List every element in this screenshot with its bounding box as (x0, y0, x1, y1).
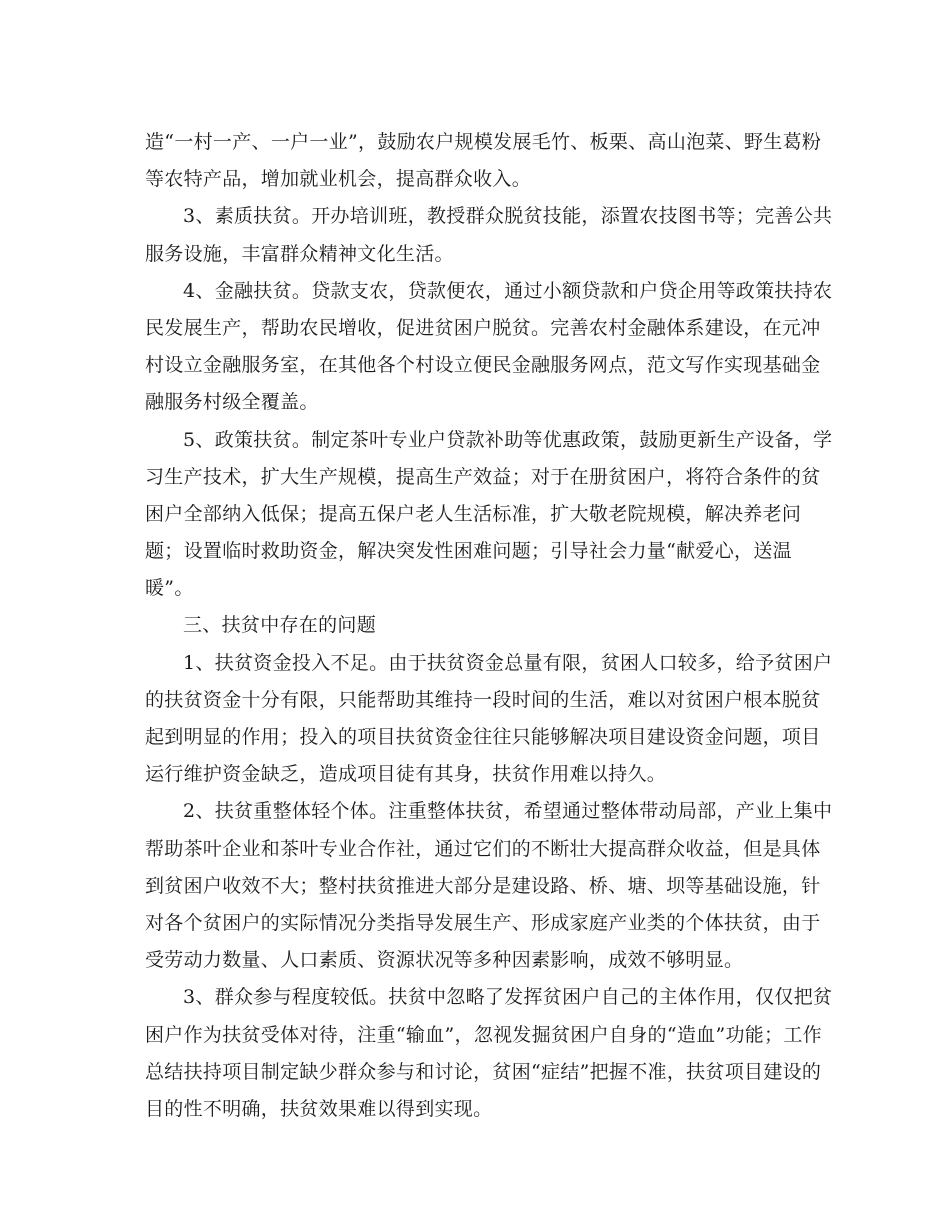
text-line: 服务设施，丰富群众精神文化生活。 (145, 242, 454, 265)
text-line: 融服务村级全覆盖。 (145, 391, 319, 414)
text-line: 运行维护资金缺乏，造成项目徒有其身，扶贫作用难以持久。 (145, 763, 667, 786)
text-line: 造“一村一产、一户一业”，鼓励农户规模发展毛竹、板栗、高山泡菜、野生葛粉 (145, 131, 822, 153)
text-line: 民发展生产，帮助农民增收，促进贫困户脱贫。完善农村金融体系建设，在元冲 (145, 316, 821, 339)
text-line: 三、扶贫中存在的问题 (183, 614, 377, 637)
text-line: 等农特产品，增加就业机会，提高群众收入。 (145, 168, 532, 191)
document-body (145, 124, 833, 1128)
text-line: 4、金融扶贫。贷款支农，贷款便农，通过小额贷款和户贷企用等政策扶持农 (183, 279, 833, 302)
text-line: 1、扶贫资金投入不足。由于扶贫资金总量有限，贫困人口较多，给予贫困户 (183, 651, 833, 674)
text-line: 目的性不明确，扶贫效果难以得到实现。 (145, 1097, 493, 1120)
text-line: 起到明显的作用；投入的项目扶贫资金往往只能够解决项目建设资金问题，项目 (145, 726, 821, 748)
text-line: 村设立金融服务室，在其他各个村设立便民金融服务网点，范文写作实现基础金 (145, 354, 821, 377)
text-line: 到贫困户收效不大；整村扶贫推进大部分是建设路、桥、塘、坝等基础设施，针 (145, 874, 821, 897)
text-line: 题；设置临时救助资金，解决突发性困难问题；引导社会力量“献爱心，送温 (145, 540, 792, 563)
text-line: 5、政策扶贫。制定茶叶专业户贷款补助等优惠政策，鼓励更新生产设备，学 (183, 428, 833, 451)
text-line: 3、素质扶贫。开办培训班，教授群众脱贫技能，添置农技图书等；完善公共 (183, 205, 833, 228)
text-line: 暖”。 (145, 577, 194, 600)
text-line: 对各个贫困户的实际情况分类指导发展生产、形成家庭产业类的个体扶贫，由于 (145, 911, 821, 934)
text-line: 总结扶持项目制定缺少群众参与和讨论，贫困“症结”把握不准，扶贫项目建设的 (145, 1060, 822, 1083)
text-line: 2、扶贫重整体轻个体。注重整体扶贫，希望通过整体带动局部，产业上集中 (183, 800, 833, 823)
text-line: 困户全部纳入低保；提高五保户老人生活标准，扩大敬老院规模，解决养老问 (145, 502, 802, 525)
text-line: 3、群众参与程度较低。扶贫中忽略了发挥贫困户自己的主体作用，仅仅把贫 (183, 986, 833, 1009)
text-line: 受劳动力数量、人口素质、资源状况等多种因素影响，成效不够明显。 (145, 949, 744, 972)
text-line: 帮助茶叶企业和茶叶专业合作社，通过它们的不断壮大提高群众收益，但是具体 (145, 837, 821, 860)
text-line: 困户作为扶贫受体对待，注重“输血”，忽视发掘贫困户自身的“造血”功能；工作 (145, 1023, 822, 1046)
text-line: 的扶贫资金十分有限，只能帮助其维持一段时间的生活，难以对贫困户根本脱贫 (145, 688, 821, 711)
text-line: 习生产技术，扩大生产规模，提高生产效益；对于在册贫困户，将符合条件的贫 (145, 465, 821, 488)
